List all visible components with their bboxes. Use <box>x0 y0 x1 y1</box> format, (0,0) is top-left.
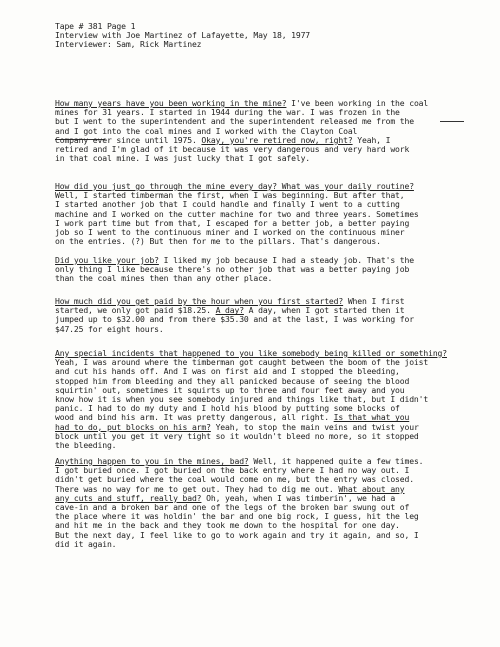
answer-text: and hit me in the back and they took me down to the hospital for one day. <box>55 520 400 531</box>
answer-text: did it again. <box>55 538 117 549</box>
answer-text: didn't get buried where the coal would come on me, but the entry was closed. <box>55 474 414 485</box>
text-line <box>55 441 487 450</box>
answer-text: I liked my job because I had a steady job. That's the <box>158 255 414 265</box>
interviewer-question: Is that what you <box>333 412 410 423</box>
answer-text: I started another job that I could handle and finally I went to a cutting <box>55 199 400 210</box>
text-line <box>55 325 487 334</box>
answer-text: machine and I worked on the cutter machine for two and three years. Sometimes <box>55 208 419 219</box>
answer-text: cave-in and a broken bar and one of the legs of the broken bar swung out of <box>55 502 410 513</box>
paragraph-4 <box>55 297 487 334</box>
answer-text: the place where it was holdin' the bar and one big rock, I guess, hit the leg <box>55 511 419 522</box>
paragraph-5 <box>55 349 487 450</box>
interviewer-question: How much did you get paid by the hour when you first started? <box>55 296 344 306</box>
text-line <box>55 432 487 441</box>
answer-text: on the entries. (?) But then for me to the pillars. That's dangerous. <box>55 236 381 247</box>
answer-text: Yeah, I <box>352 134 391 145</box>
text-line <box>55 237 487 246</box>
answer-text: Yeah, I was around where the timberman got caught between the boom of the joist <box>55 357 429 368</box>
answer-text: than the coal mines then than any other place. <box>55 273 273 284</box>
interviewer-line: Interviewer: Sam, Rick Martinez <box>55 39 202 50</box>
interview-line: Interview with Joe Martinez of Lafayette, May 18, 1977 <box>55 30 311 41</box>
answer-text: panic. I had to do my duty and I hold his blood by putting some blocks of <box>55 403 400 414</box>
answer-text: only thing I like because there's no other job that was a better paying job <box>55 264 410 275</box>
answer-text: job so I went to the continuous miner and I worked on the continuous miner <box>55 227 405 238</box>
answer-text: retired and I'm glad of it because it was very dangerous and very hard work <box>55 144 410 155</box>
answer-text: Company ever since until 1975. <box>55 134 202 145</box>
interviewer-question: Anything happen to you in the mines, bad? <box>55 456 249 466</box>
answer-text: stopped him from bleeding and they all panicked because of seeing the blood <box>55 375 410 386</box>
answer-text: A day, when I got started then it <box>243 305 405 316</box>
interviewer-question: any cuts and stuff, really bad? <box>55 492 202 503</box>
text-line <box>55 274 487 283</box>
paragraph-3 <box>55 256 487 284</box>
interviewer-question: Any special incidents that happened to you like somebody being killed or something? <box>55 348 447 358</box>
answer-text: and cut his hands off. And I was on first aid and I stopped the bleeding, <box>55 366 400 377</box>
answer-text: Yeah, to stop the main veins and twist your <box>210 421 419 432</box>
answer-text: in that coal mine. I was just lucky that I got safely. <box>55 153 311 164</box>
answer-text: Well, I started timberman the first, when I was beginning. But after that, <box>55 190 405 201</box>
answer-text: Well, it happened quite a few times. <box>248 456 424 466</box>
answer-text: Oh, yeah, when I was timberin', we had a <box>201 492 396 503</box>
paragraph-6 <box>55 457 487 549</box>
transcript-header <box>55 22 485 50</box>
answer-text: and I got into the coal mines and I worked with the Clayton Coal <box>55 125 358 136</box>
interviewer-question: What about any <box>338 483 405 494</box>
answer-text: know how it is when you see somebody injured and things like that, but I didn't <box>55 394 429 405</box>
text-line <box>55 531 487 540</box>
tape-number-line: Tape # 381 Page 1 <box>55 21 136 31</box>
text-line <box>55 540 487 549</box>
answer-text: $47.25 for eight hours. <box>55 323 164 334</box>
paragraph-1 <box>55 99 487 163</box>
interviewer-question: Okay, you're retired now, right? <box>201 134 353 145</box>
answer-text: I've been working in the coal <box>286 98 429 108</box>
interviewer-question: had to do, put blocks on his arm? <box>55 421 211 432</box>
interviewer-question: A day? <box>215 305 244 316</box>
interviewer-question: Did you like your job? <box>55 255 159 265</box>
answer-text: When I first <box>343 296 405 306</box>
paragraph-2 <box>55 182 487 246</box>
answer-text: But the next day, I feel like to go to work again and try it again, and so, I <box>55 529 419 540</box>
answer-text: mines for 31 years. I started in 1944 during the war. I was frozen in the <box>55 107 400 118</box>
answer-text: the bleeding. <box>55 440 117 451</box>
interviewer-question: How many years have you been working in the mine? <box>55 98 287 108</box>
answer-text: I got buried once. I got buried on the back entry where I had no way out. I <box>55 465 410 476</box>
answer-text: block until you get it very tight so it wouldn't bleed no more, so it stopped <box>55 430 419 441</box>
answer-text: but I went to the superintendent and the superintendent released me from the <box>55 116 414 127</box>
text-line <box>55 154 487 163</box>
answer-text: started, we only got paid $18.25. <box>55 305 216 316</box>
interviewer-question: How did you just go through the mine every day? What was your daily routine? <box>55 181 414 191</box>
answer-text: wood and bind his arm. It was pretty dangerous, all right. <box>55 412 334 423</box>
answer-text: I work part time but from that, I escaped for a better job, a better paying <box>55 217 410 228</box>
answer-text: squirtin' out, sometimes it squirts up to three and four feet away and you <box>55 384 405 395</box>
answer-text: There was no way for me to get out. They had to dig me out. <box>55 483 339 494</box>
answer-text: jumped up to $32.00 and from there $35.30 and at the last, I was working for <box>55 314 414 325</box>
